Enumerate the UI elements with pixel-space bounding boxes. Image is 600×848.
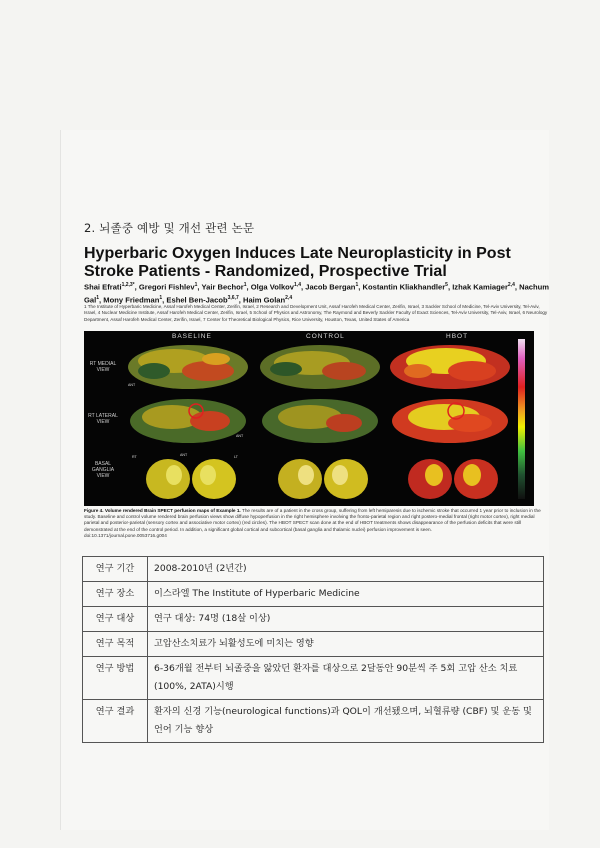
table-row (83, 607, 544, 632)
author-name: Yair Bechor (201, 282, 244, 292)
paper-title-line-2: Stroke Patients - Randomized, Prospective Trial (84, 263, 447, 280)
paper-title-line-1: Hyperbaric Oxygen Induces Late Neuroplasticity in Post (84, 245, 511, 262)
color-scale-bar (518, 339, 525, 499)
author-affiliation-mark: 1 (194, 282, 198, 288)
brain-basal-control (264, 451, 382, 503)
row-label: 연구 기간 (83, 557, 148, 582)
row-label: 연구 장소 (83, 582, 148, 607)
row-label: 연구 방법 (83, 657, 148, 700)
table-row (83, 582, 544, 607)
row-value: 연구 대상: 74명 (18살 이상) (148, 607, 544, 632)
author-affiliation-mark: 1,4 (294, 282, 301, 288)
author-name: Eshel Ben-Jacob (166, 295, 228, 305)
author-affiliation-mark: 1 (96, 294, 100, 301)
row-label: 연구 대상 (83, 607, 148, 632)
author-affiliation-mark: 1 (243, 282, 247, 288)
brain-medial-control (256, 341, 384, 393)
author-name: Jacob Bergan (305, 282, 356, 292)
caption-title: Figure 4. Volume rendered Brain SPECT perfusion maps of Example 1. (84, 508, 241, 513)
ant-label: ANT (236, 434, 244, 438)
column-label-control: CONTROL (306, 333, 345, 340)
figure-caption (84, 508, 544, 539)
author-affiliation-mark: 1,2,3* (121, 282, 135, 288)
caption-doi: doi:10.1371/journal.pone.0053716.g004 (84, 532, 167, 538)
brain-basal-baseline (132, 451, 250, 503)
row-label-basal: BASAL GANGLIA VIEW (91, 461, 115, 479)
row-value: 6-36개월 전부터 뇌졸중을 앓았던 환자를 대상으로 2달동안 90분씩 주 5회 고압 산소 치료 (100%, 2ATA)시행 (148, 657, 544, 700)
brain-lateral-control (256, 395, 384, 447)
caption-body: The results are of a patient in the cross group, suffering from left hemiparesis due to ischemic stroke that occurred 1 year prior to inclusion in the study. Baseline and control volume rendered brain perfusion views show diffuse hypoperfusion in the right hemisphere involving the fronto-parietal region and right postero-medial frontal (right motor cortex), right medial parietal and posterior-parietal (sensory cortex and associative motor cortex) (red circles). The HBOT SPECT scan done at the end of HBOT treatments shows disappearance of the perfusion deficits that were still demonstrated at the end of the control period. In addition, a significant global cortical and subcortical (basal ganglia and thalamic nuclei) perfusion improvement is seen. (84, 508, 541, 532)
brain-lateral-baseline (124, 395, 252, 447)
author-name: Shai Efrati (84, 282, 122, 292)
author-list: Shai Efrati$^{1,2,3*}$, Gregori Fishlev$^1$, Yair Bechor$^1$, Olga Volkov$^{1,4}$, Jacob Bergan$^1$, Kostantin Kliakhandler$^5$, Izhak Kamiager$^{2,4}$, Nachum Gal$^1$, Mony Friedman$^1$, Eshel Ben-Jacob$^{3,6,7}$, Haim Golan$^{2,4}$ (84, 282, 550, 305)
row-label: 연구 목적 (83, 632, 148, 657)
author-affiliation-mark: 2,4 (285, 294, 293, 301)
table-row (83, 700, 544, 743)
author-name: Gregori Fishlev (138, 282, 195, 292)
author-name: Olga Volkov (250, 282, 295, 292)
row-label-medial: RT MEDIAL VIEW (89, 361, 117, 373)
row-value: 고압산소치료가 뇌활성도에 미치는 영향 (148, 632, 544, 657)
row-value: 환자의 신경 기능(neurological functions)과 QOL이 개선됐으며, 뇌혈류량 (CBF) 및 운동 및 언어 기능 향상 (148, 700, 544, 743)
author-affiliation-mark: 5 (445, 282, 448, 288)
author-name: Haim Golan (242, 295, 286, 305)
spect-figure (84, 331, 534, 506)
affiliations: 1 The Institute of Hyperbaric Medicine, Assaf Harofeh Medical Center, Zerifin, Israel, 2 Research and Development Unit, Assaf Harofeh Medical Center, Zerifin, Israel, 3 Sackler School of Medicine, Tel-Aviv University, Tel-Aviv, Israel, 4 Nuclear Medicine Institute, Assaf Harofeh Medical Center, Zerifin, Israel, 5 School of Physics and Astronomy, The Raymond and Beverly Sackler Faculty of Exact Sciences, Tel-Aviv University, Tel-Aviv, Israel, 6 Neurology Department, Assaf Harofeh Medical Center, Zerifin, Israel, 7 Center for Theoretical Biological Physics, Rice University, Houston, Texas, United States of America (84, 304, 548, 322)
row-value: 2008-2010년 (2년간) (148, 557, 544, 582)
paper-title (84, 245, 554, 281)
ant-label: ANT (128, 383, 136, 387)
author-affiliation-mark: 1 (355, 282, 359, 288)
ant-label: ANT (180, 453, 188, 457)
author-affiliation-mark: 3,6,7 (227, 294, 239, 301)
section-heading: 2. 뇌졸중 예방 및 개선 관련 논문 (84, 221, 255, 235)
column-label-hbot: HBOT (446, 333, 469, 340)
row-label-lateral: RT LATERAL VIEW (88, 413, 118, 425)
author-name: Nachum Gal (84, 282, 550, 305)
study-info-table (82, 556, 544, 743)
brain-basal-hbot (394, 451, 512, 503)
author-affiliation-mark: 2,4 (507, 282, 515, 288)
author-affiliation-mark: 1 (159, 294, 163, 301)
column-label-baseline: BASELINE (172, 333, 212, 340)
rt-label: RT (132, 455, 137, 459)
brain-lateral-hbot (386, 395, 514, 447)
table-row (83, 557, 544, 582)
lt-label: LT (234, 455, 238, 459)
table-row (83, 657, 544, 700)
author-name: Izhak Kamiager (452, 282, 508, 292)
author-name: Mony Friedman (103, 295, 160, 305)
brain-medial-baseline (124, 341, 252, 393)
author-name: Kostantin Kliakhandler (362, 282, 446, 292)
row-value: 이스라엘 The Institute of Hyperbaric Medicine (148, 582, 544, 607)
table-row (83, 632, 544, 657)
brain-medial-hbot (386, 341, 514, 393)
row-label: 연구 결과 (83, 700, 148, 743)
